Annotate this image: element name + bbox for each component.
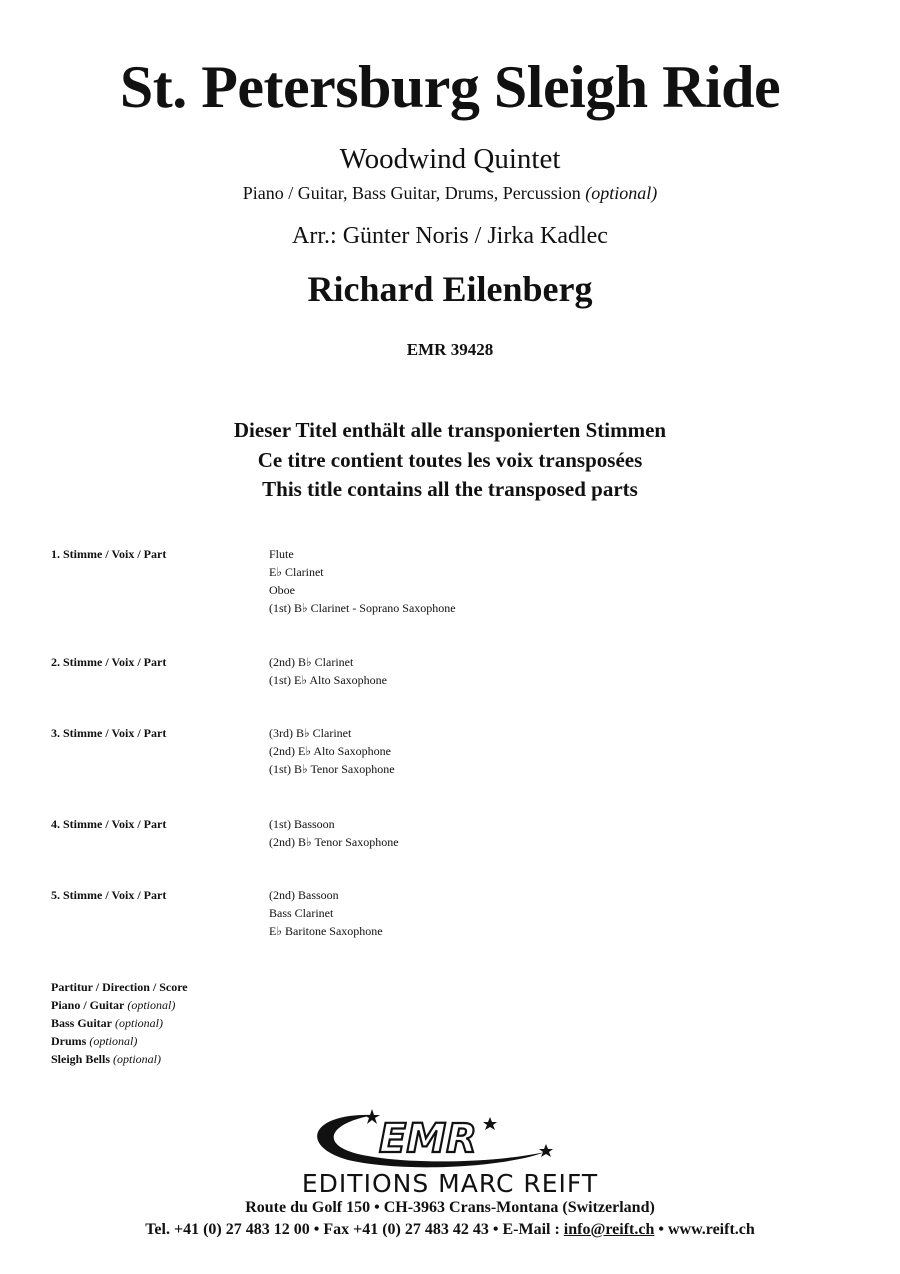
star-icon — [483, 1117, 497, 1130]
extra-part — [51, 1032, 188, 1050]
instrumentation-main: Piano / Guitar, Bass Guitar, Drums, Percussion — [242, 183, 581, 203]
part-1 — [51, 545, 851, 653]
part-label: 5. Stimme / Voix / Part — [51, 888, 167, 902]
instrument-item: E♭ Clarinet — [269, 565, 324, 579]
instrument-item: (1st) B♭ Tenor Saxophone — [269, 762, 395, 776]
instrument-item: (2nd) B♭ Clarinet — [269, 655, 354, 669]
part-instruments — [269, 724, 851, 778]
instrument-item: (1st) B♭ Clarinet - Soprano Saxophone — [269, 601, 456, 615]
instrumentation-line — [0, 182, 900, 204]
part-2 — [51, 653, 851, 724]
extra-part-name: Drums — [51, 1034, 87, 1048]
part-5 — [51, 886, 851, 946]
parts-list — [51, 545, 851, 946]
transposition-notice — [0, 416, 900, 505]
instrument-item: Oboe — [269, 583, 295, 597]
extra-part — [51, 996, 188, 1014]
part-4 — [51, 815, 851, 886]
page-title: St. Petersburg Sleigh Ride — [119, 54, 781, 120]
star-icon — [539, 1144, 553, 1157]
arranger-line: Arr.: Günter Noris / Jirka Kadlec — [292, 223, 608, 249]
logo-text: EMR — [379, 1116, 477, 1162]
publisher-contact — [0, 1220, 900, 1240]
composer-name: Richard Eilenberg — [307, 269, 593, 309]
instrument-item: (1st) Bassoon — [269, 817, 335, 831]
notice-english: This title contains all the transposed parts — [262, 477, 638, 501]
extra-part-name: Partitur / Direction / Score — [51, 980, 188, 994]
catalog-number: EMR 39428 — [406, 340, 494, 359]
extra-part-note: (optional) — [89, 1034, 138, 1048]
part-instruments — [269, 815, 851, 851]
extra-part — [51, 1014, 188, 1032]
notice-french: Ce titre contient toutes les voix transposées — [257, 447, 643, 472]
part-instruments — [269, 545, 851, 617]
publisher-logo — [300, 1108, 560, 1170]
part-label: 2. Stimme / Voix / Part — [51, 655, 167, 669]
extra-part-name: Bass Guitar — [51, 1016, 113, 1030]
extra-part — [51, 978, 188, 996]
email-link[interactable]: info@reift.ch — [563, 1221, 655, 1238]
part-label: 3. Stimme / Voix / Part — [51, 726, 167, 740]
instrument-item: E♭ Baritone Saxophone — [269, 924, 383, 938]
extra-part — [51, 1050, 188, 1068]
instrument-item: (2nd) B♭ Tenor Saxophone — [269, 835, 399, 849]
instrumentation-optional: (optional) — [585, 183, 658, 203]
publisher-address: Route du Golf 150 • CH-3963 Crans-Montana (Switzerland) — [245, 1199, 655, 1216]
extra-parts-list — [51, 978, 188, 1068]
instrument-item: Bass Clarinet — [269, 906, 334, 920]
extra-part-name: Piano / Guitar — [51, 998, 125, 1012]
instrument-item: Flute — [269, 547, 294, 561]
extra-part-note: (optional) — [115, 1016, 164, 1030]
part-instruments — [269, 653, 851, 689]
instrument-item: (2nd) E♭ Alto Saxophone — [269, 744, 391, 758]
extra-part-name: Sleigh Bells — [51, 1052, 111, 1066]
publisher-name: EDITIONS MARC REIFT — [301, 1169, 599, 1198]
instrument-item: (1st) E♭ Alto Saxophone — [269, 673, 387, 687]
part-label: 4. Stimme / Voix / Part — [51, 817, 167, 831]
extra-part-note: (optional) — [113, 1052, 162, 1066]
ensemble-subtitle: Woodwind Quintet — [339, 143, 561, 175]
contact-phone-fax: Tel. +41 (0) 27 483 12 00 • Fax +41 (0) 27 483 42 43 • E-Mail : — [145, 1221, 564, 1238]
part-label: 1. Stimme / Voix / Part — [51, 547, 167, 561]
contact-website: • www.reift.ch — [654, 1221, 755, 1238]
instrument-item: (3rd) B♭ Clarinet — [269, 726, 352, 740]
part-3 — [51, 724, 851, 815]
instrument-item: (2nd) Bassoon — [269, 888, 339, 902]
extra-part-note: (optional) — [127, 998, 176, 1012]
notice-german: Dieser Titel enthält alle transponierten Stimmen — [233, 418, 667, 442]
part-instruments — [269, 886, 851, 940]
